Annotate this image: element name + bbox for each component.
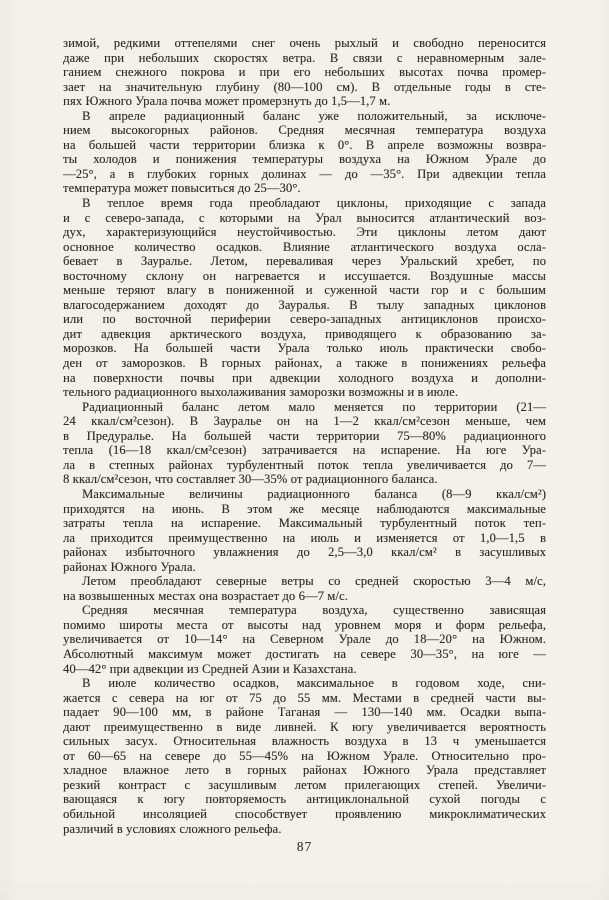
text-line: зает на значительную глубину (80—100 см). В отдельные годы в сте- [63,79,546,94]
text-line: В июле количество осадков, максимальное в годовом ходе, сни- [82,676,546,691]
text-line: морозков. На большей части Урала только июль практически свобо- [63,341,546,356]
paragraph [63,487,546,574]
paragraph [63,36,546,109]
text-line: тельного радиационного выхолаживания заморозки возможны и в июле. [63,385,459,400]
text-line: В апреле радиационный баланс уже положительный, за исключе- [82,108,546,123]
text-line: —25°, а в глубоких горных долинах — до —35°. При адвекции тепла [63,166,546,181]
text-line: дают преимущественно в виде ливней. К югу увеличивается вероятность [63,719,546,734]
text-line: от 60—65 на севере до 55—45% на Южном Урале. Относительно про- [63,748,546,763]
text-line: меньше теряют влагу в пониженной и суженной части гор и с большим [63,283,546,298]
text-line: в Предуралье. На большей части территории 75—80% радиационного [63,428,546,443]
text-line: на возвышенных местах она возрастает до 6—7 м/с. [63,588,348,603]
paragraph [63,109,546,196]
paragraph [63,676,546,836]
text-line: Средняя месячная температура воздуха, существенно зависящая [82,603,546,618]
text-line: Максимальные величины радиационного баланса (8—9 ккал/см²) [82,486,546,501]
text-line: пях Южного Урала почва может промерзнуть до 1,5—1,7 м. [63,94,391,109]
text-line: увеличивается от 10—14° на Северном Урале до 18—20° на Южном. [63,632,546,647]
text-line: даже при небольших скоростях ветра. В связи с неравномерным зале- [63,50,546,65]
text-line: 40—42° при адвекции из Средней Азии и Казахстана. [63,661,357,676]
text-line: ла в степных районах турбулентный поток тепла увеличивается до 7— [63,457,546,472]
text-line: Абсолютный максимум может достигать на севере 30—35°, на юге — [63,646,546,661]
paragraph [63,196,546,400]
text-line: дит адвекция арктического воздуха, приводящего к образованию за- [63,326,546,341]
text-line: сильных засух. Относительная влажность воздуха в 13 ч уменьшается [63,734,546,749]
text-line: затраты тепла на испарение. Максимальный турбулентный поток теп- [63,516,546,531]
text-line: ты холодов и понижения температуры воздуха на Южном Урале до [63,152,546,167]
text-line: районах избыточного увлажнения до 2,5—3,0 ккал/см² в засушливых [63,545,546,560]
text-line: бевает в Зауралье. Летом, переваливая через Уральский хребет, по [63,254,546,269]
text-line: зимой, редкими оттепелями снег очень рыхлый и свободно переносится [63,36,546,50]
paragraph [63,603,546,676]
text-line: дух, характеризующийся неустойчивостью. Эти циклоны летом дают [63,225,546,240]
text-line: на поверхности почвы при адвекции холодного воздуха и дополни- [63,370,546,385]
paragraph [63,574,546,603]
text-line: различий в условиях сложного рельефа. [63,821,282,836]
text-line: ганием снежного покрова и при его небольших высотах почва промер- [63,65,546,80]
text-line: 8 ккал/см²сезон, что составляет 30—35% от радиационного баланса. [63,472,438,487]
text-line: тепла (16—18 ккал/см²сезон) затрачивается на испарение. На юге Ура- [63,443,546,458]
text-line: помимо широты места от высоты над уровнем моря и форм рельефа, [63,617,546,632]
text-line: ла приходится преимущественно на июль и изменяется от 1,0—1,5 в [63,530,546,545]
body-text [63,36,546,836]
text-line: 24 ккал/см²сезон). В Зауралье он на 1—2 ккал/см²сезон меньше, чем [63,414,546,429]
text-line: на большей части территории близка к 0°. В апреле возможны возвра- [63,137,546,152]
text-line: нием высокогорных районов. Средняя месячная температура воздуха [63,123,546,138]
text-line: Радиационный баланс летом мало меняется по территории (21— [82,399,546,414]
text-line: основное количество осадков. Влияние атлантического воздуха осла- [63,239,546,254]
text-line: хладное влажное лето в горных районах Южного Урала представляет [63,763,546,778]
text-line: влагосодержанием доходят до Зауралья. В тылу западных циклонов [63,297,546,312]
text-line: восточному склону он нагревается и иссушается. Воздушные массы [63,268,546,283]
text-line: падает 90—100 мм, в районе Таганая — 130—140 мм. Осадки выпа- [63,705,546,720]
text-line: и с северо-запада, с которыми на Урал выносится атлантический воз- [63,210,546,225]
text-line: В теплое время года преобладают циклоны, приходящие с запада [82,196,546,211]
text-line: ден от заморозков. В горных районах, а также в понижениях рельефа [63,356,546,371]
text-line: обильной инсоляцией способствует проявлению микроклиматических [63,806,546,821]
paragraph [63,400,546,487]
text-line: жается с севера на юг от 75 до 55 мм. Местами в средней части вы- [63,690,546,705]
text-line: резкий контраст с засушливым летом прилегающих степей. Увеличи- [63,777,546,792]
text-line: приходятся на июнь. В этом же месяце наблюдаются максимальные [63,501,546,516]
text-line: районах Южного Урала. [63,559,196,574]
page-number: 87 [296,839,313,854]
text-line: вающаяся к югу повторяемость антициклональной сухой погоды с [63,792,546,807]
text-line: Летом преобладают северные ветры со средней скоростью 3—4 м/с, [82,574,546,589]
text-line: температура может повыситься до 25—30°. [63,181,301,196]
text-line: или по восточной периферии северо-западных антициклонов происхо- [63,312,546,327]
